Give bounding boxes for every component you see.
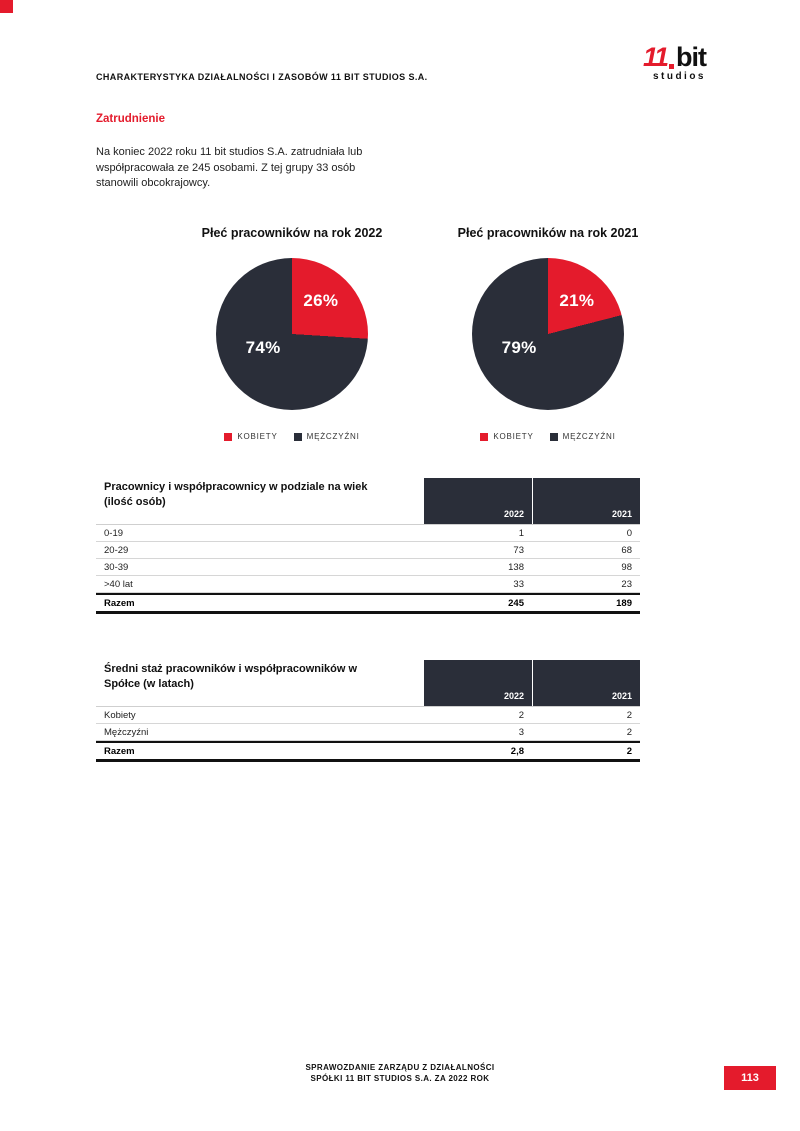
legend-label-mezczyzni: MĘŻCZYŹNI: [306, 432, 360, 441]
pie-label-kobiety-2022: 26%: [303, 290, 339, 310]
table-row: [96, 542, 640, 559]
row-value-2022: 73: [513, 544, 524, 556]
row-value-2021: 0: [626, 527, 632, 539]
legend-item-mezczyzni: [294, 432, 360, 441]
table-year-columns: [424, 660, 640, 706]
chart-title-2021: Płeć pracowników na rok 2021: [457, 226, 639, 240]
column-header-2022: 2022: [503, 691, 524, 701]
table-row: [96, 576, 640, 593]
row-label: 20-29: [104, 544, 129, 556]
intro-line: stanowili obcokrajowcy.: [96, 177, 211, 189]
table-age-breakdown: [96, 478, 640, 614]
total-label: Razem: [104, 597, 135, 609]
row-value-2022: 2: [518, 709, 524, 721]
legend-item-mezczyzni: [550, 432, 616, 441]
row-value-2021: 2: [626, 726, 632, 738]
table-title-line: Średni staż pracowników i współpracowników w: [104, 663, 358, 675]
column-header-2022: 2022: [503, 509, 524, 519]
pie-2022: [216, 258, 368, 410]
logo-wordmark: [643, 44, 706, 71]
page-number-badge: 113: [724, 1066, 776, 1090]
row-value-2022: 3: [518, 726, 524, 738]
page-header: CHARAKTERYSTYKA DZIAŁALNOŚCI I ZASOBÓW 11 BIT STUDIOS S.A.: [96, 72, 428, 82]
legend-swatch-kobiety: [480, 433, 488, 441]
row-label: 30-39: [104, 561, 129, 573]
table-title: [96, 478, 424, 524]
legend-2022: [197, 432, 387, 441]
column-header-2021: 2021: [532, 478, 640, 524]
footer-line-1: SPRAWOZDANIE ZARZĄDU Z DZIAŁALNOŚCI: [305, 1063, 495, 1072]
table-header: [96, 478, 640, 525]
logo-bit-text: bit: [676, 42, 706, 72]
pie-chart-2021: [453, 226, 643, 441]
legend-swatch-mezczyzni: [294, 433, 302, 441]
total-value-2021: 189: [616, 597, 632, 609]
table-title-line: Spółce (w latach): [104, 678, 194, 690]
table-row: [96, 724, 640, 741]
table-row: [96, 559, 640, 576]
table-title-line: Pracownicy i współpracownicy w podziale na wiek: [104, 481, 368, 493]
row-label: Kobiety: [104, 709, 136, 721]
pie-label-mezczyzni-2022: 74%: [245, 337, 281, 357]
row-value-2021: 68: [621, 544, 632, 556]
total-value-2021: 2: [626, 745, 632, 757]
charts-row: [197, 226, 643, 441]
table-title: [96, 660, 424, 706]
row-value-2021: 2: [626, 709, 632, 721]
total-value-2022: 245: [508, 597, 524, 609]
legend-item-kobiety: [480, 432, 533, 441]
table-year-columns: [424, 478, 640, 524]
table-title-line: (ilość osób): [104, 496, 166, 508]
logo-subtitle: studios: [652, 71, 706, 82]
legend-label-kobiety: KOBIETY: [493, 432, 534, 441]
intro-line: współpracowała ze 245 osobami. Z tej grupy 33 osób: [96, 161, 356, 174]
row-value-2021: 98: [621, 561, 632, 573]
pie-2021: [472, 258, 624, 410]
table-total-row: [96, 741, 640, 762]
page-footer: [0, 1062, 800, 1084]
legend-swatch-mezczyzni: [550, 433, 558, 441]
row-value-2021: 23: [621, 578, 632, 590]
logo-11-mark: 11: [642, 42, 667, 72]
row-label: >40 lat: [104, 578, 133, 590]
row-value-2022: 138: [508, 561, 524, 573]
footer-line-2: SPÓŁKI 11 BIT STUDIOS S.A. ZA 2022 ROK: [310, 1074, 490, 1083]
legend-label-kobiety: KOBIETY: [237, 432, 278, 441]
column-header-2021: 2021: [532, 660, 640, 706]
row-label: 0-19: [104, 527, 124, 539]
total-value-2022: 2,8: [510, 745, 524, 757]
table-average-tenure: [96, 660, 640, 762]
table-row: [96, 525, 640, 542]
table-header: [96, 660, 640, 707]
legend-swatch-kobiety: [224, 433, 232, 441]
row-value-2022: 33: [513, 578, 524, 590]
intro-paragraph: [96, 145, 362, 192]
company-logo: [643, 44, 706, 82]
table-total-row: [96, 593, 640, 614]
table-row: [96, 707, 640, 724]
logo-dot-icon: [669, 64, 674, 69]
chart-title-2022: Płeć pracowników na rok 2022: [201, 226, 383, 240]
total-label: Razem: [104, 745, 135, 757]
intro-line: Na koniec 2022 roku 11 bit studios S.A. zatrudniała lub: [96, 146, 363, 158]
legend-item-kobiety: [224, 432, 277, 441]
section-title: Zatrudnienie: [96, 113, 166, 125]
legend-2021: [453, 432, 643, 441]
pie-label-mezczyzni-2021: 79%: [501, 337, 537, 357]
legend-label-mezczyzni: MĘŻCZYŹNI: [562, 432, 616, 441]
row-value-2022: 1: [518, 527, 524, 539]
corner-accent: [0, 0, 13, 13]
pie-chart-2022: [197, 226, 387, 441]
row-label: Mężczyźni: [104, 726, 149, 738]
pie-label-kobiety-2021: 21%: [559, 290, 595, 310]
